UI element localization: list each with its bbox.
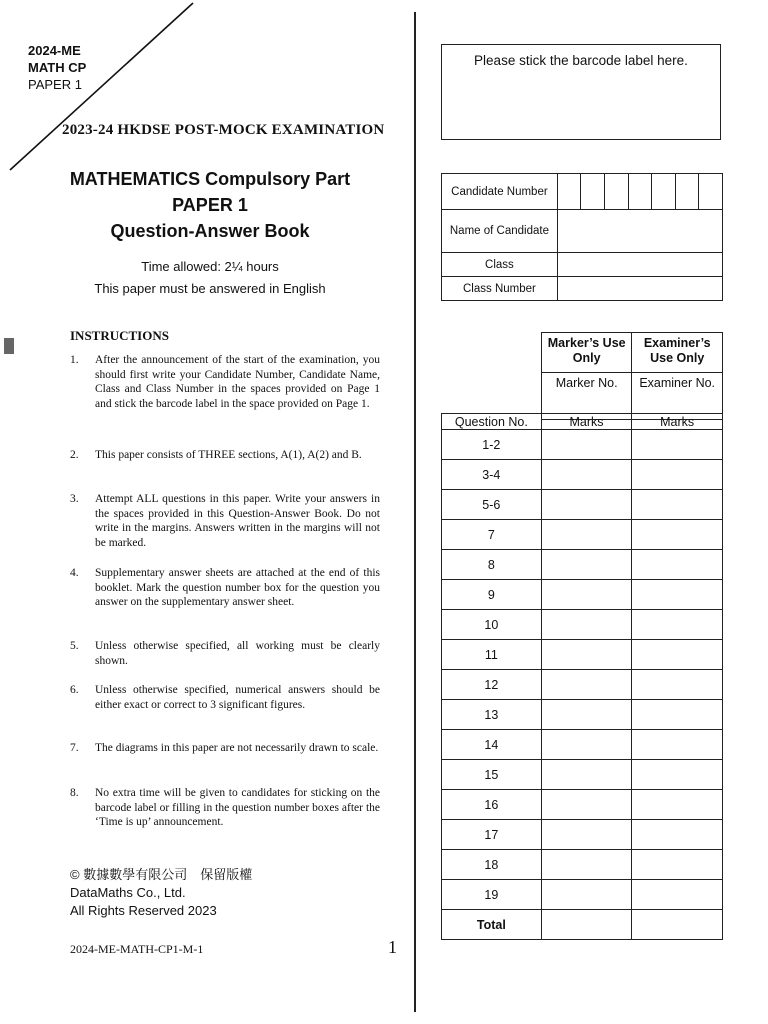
paper-code-line2: MATH CP (28, 60, 87, 75)
class-number-field[interactable] (557, 277, 722, 301)
instruction-number: 7. (70, 742, 79, 754)
examiner-total-cell[interactable] (632, 910, 723, 940)
footer-code: 2024-ME-MATH-CP1-M-1 (70, 942, 204, 956)
class-field[interactable] (557, 253, 722, 277)
instruction-item (70, 448, 380, 463)
question-number: 17 (442, 820, 542, 850)
barcode-instruction: Please stick the barcode label here. (474, 53, 688, 68)
question-number: 1-2 (442, 430, 542, 460)
instruction-number: 4. (70, 567, 79, 579)
marker-total-cell[interactable] (541, 910, 632, 940)
candidate-number-digit-box[interactable] (581, 174, 605, 210)
examiner-marks-cell[interactable] (632, 580, 723, 610)
question-number: 10 (442, 610, 542, 640)
instruction-text: The diagrams in this paper are not necessarily drawn to scale. (95, 742, 379, 754)
paper-code-block (28, 42, 86, 93)
examiner-marks-cell[interactable] (632, 850, 723, 880)
candidate-name-label: Name of Candidate (442, 210, 558, 253)
examiner-marks-cell[interactable] (632, 730, 723, 760)
instruction-number: 2. (70, 449, 79, 461)
marker-marks-cell[interactable] (541, 520, 632, 550)
instruction-number: 3. (70, 493, 79, 505)
marks-header-marker: Marks (541, 414, 632, 430)
total-label: Total (442, 910, 542, 940)
marks-table (441, 413, 723, 940)
examiner-marks-cell[interactable] (632, 460, 723, 490)
marker-marks-cell[interactable] (541, 640, 632, 670)
question-number: 3-4 (442, 460, 542, 490)
markers-use-table (541, 332, 723, 420)
instruction-number: 1. (70, 354, 79, 366)
instruction-text: Attempt ALL questions in this paper. Write your answers in the spaces provided in this Question-Answer Book. Do not write in the margins. Answers written in the margins will not be marked. (95, 493, 380, 550)
marker-marks-cell[interactable] (541, 580, 632, 610)
marker-marks-cell[interactable] (541, 760, 632, 790)
copyright-block (70, 866, 252, 920)
candidate-number-digit-box[interactable] (699, 174, 723, 210)
instruction-text: This paper consists of THREE sections, A(1), A(2) and B. (95, 449, 362, 461)
candidate-info-table (441, 173, 723, 301)
instruction-number: 8. (70, 787, 79, 799)
instruction-item (70, 683, 380, 712)
question-number: 16 (442, 790, 542, 820)
instruction-item (70, 639, 380, 668)
exam-title: 2023-24 HKDSE POST-MOCK EXAMINATION (62, 122, 385, 138)
marks-header-examiner: Marks (632, 414, 723, 430)
time-allowed: Time allowed: 2¼ hours (141, 259, 279, 274)
marker-marks-cell[interactable] (541, 490, 632, 520)
marker-marks-cell[interactable] (541, 880, 632, 910)
examiner-marks-cell[interactable] (632, 880, 723, 910)
class-label: Class (442, 253, 558, 277)
candidate-number-digit-box[interactable] (557, 174, 581, 210)
question-number: 14 (442, 730, 542, 760)
question-number: 9 (442, 580, 542, 610)
examiner-marks-cell[interactable] (632, 550, 723, 580)
examiner-no-label: Examiner No. (632, 373, 723, 420)
time-info-block (60, 256, 360, 300)
marker-marks-cell[interactable] (541, 430, 632, 460)
marker-marks-cell[interactable] (541, 820, 632, 850)
examiner-use-header: Examiner’s Use Only (632, 333, 723, 373)
marker-marks-cell[interactable] (541, 790, 632, 820)
barcode-label-area[interactable] (441, 44, 721, 140)
marker-marks-cell[interactable] (541, 550, 632, 580)
language-note: This paper must be answered in English (94, 281, 326, 296)
instruction-item (70, 492, 380, 551)
question-number: 19 (442, 880, 542, 910)
instruction-item (70, 566, 380, 610)
vertical-divider (414, 12, 416, 1012)
examiner-marks-cell[interactable] (632, 670, 723, 700)
question-number: 15 (442, 760, 542, 790)
question-number: 11 (442, 640, 542, 670)
examiner-marks-cell[interactable] (632, 790, 723, 820)
question-number: 5-6 (442, 490, 542, 520)
candidate-name-field[interactable] (557, 210, 722, 253)
question-no-header: Question No. (442, 414, 542, 430)
marker-marks-cell[interactable] (541, 730, 632, 760)
question-number: 13 (442, 700, 542, 730)
examiner-marks-cell[interactable] (632, 700, 723, 730)
instruction-text: Supplementary answer sheets are attached at the end of this booklet. Mark the question number box for the question you answer on the supplementary answer sheet. (95, 567, 380, 609)
instruction-item (70, 353, 380, 412)
instructions-heading: INSTRUCTIONS (70, 328, 169, 343)
examiner-marks-cell[interactable] (632, 520, 723, 550)
candidate-number-label: Candidate Number (442, 174, 558, 210)
paper-code-line1: 2024-ME (28, 43, 81, 58)
marker-marks-cell[interactable] (541, 460, 632, 490)
candidate-number-digit-box[interactable] (605, 174, 629, 210)
examiner-marks-cell[interactable] (632, 820, 723, 850)
paper-code-line3: PAPER 1 (28, 77, 82, 92)
copyright-line1: © 數據數學有限公司 保留版權 (70, 867, 253, 882)
examiner-marks-cell[interactable] (632, 490, 723, 520)
examiner-marks-cell[interactable] (632, 760, 723, 790)
instruction-number: 5. (70, 640, 79, 652)
instruction-item (70, 741, 380, 756)
question-number: 7 (442, 520, 542, 550)
examiner-marks-cell[interactable] (632, 430, 723, 460)
side-registration-mark (4, 338, 14, 354)
instruction-number: 6. (70, 684, 79, 696)
question-number: 12 (442, 670, 542, 700)
marker-marks-cell[interactable] (541, 670, 632, 700)
copyright-rights: All Rights Reserved 2023 (70, 903, 217, 918)
instruction-item (70, 786, 380, 830)
candidate-number-digit-box[interactable] (652, 174, 676, 210)
examiner-marks-cell[interactable] (632, 640, 723, 670)
instruction-text: No extra time will be given to candidates for sticking on the barcode label or filling in the question number boxes after the ‘Time is up’ announcement. (95, 787, 380, 829)
subject-title-block (60, 166, 360, 244)
marker-marks-cell[interactable] (541, 850, 632, 880)
marker-no-label: Marker No. (542, 373, 632, 420)
candidate-number-digit-box[interactable] (628, 174, 652, 210)
copyright-company: DataMaths Co., Ltd. (70, 885, 186, 900)
class-number-label: Class Number (442, 277, 558, 301)
page-number: 1 (388, 937, 397, 957)
marker-marks-cell[interactable] (541, 610, 632, 640)
question-number: 8 (442, 550, 542, 580)
examiner-marks-cell[interactable] (632, 610, 723, 640)
subject-line1: MATHEMATICS Compulsory Part (69, 169, 351, 189)
instruction-text: After the announcement of the start of the examination, you should first write your Candidate Number, Candidate Name, Class and Class Number in the spaces provided on Page 1 and stick the barcode label in the space provided on Page 1. (95, 354, 380, 411)
marker-use-header: Marker’s Use Only (542, 333, 632, 373)
instruction-text: Unless otherwise specified, all working must be clearly shown. (95, 640, 380, 667)
candidate-number-digit-box[interactable] (675, 174, 699, 210)
subject-line3: Question-Answer Book (110, 221, 310, 241)
marker-marks-cell[interactable] (541, 700, 632, 730)
question-number: 18 (442, 850, 542, 880)
subject-line2: PAPER 1 (172, 195, 248, 215)
instruction-text: Unless otherwise specified, numerical answers should be either exact or correct to 3 significant figures. (95, 684, 380, 711)
